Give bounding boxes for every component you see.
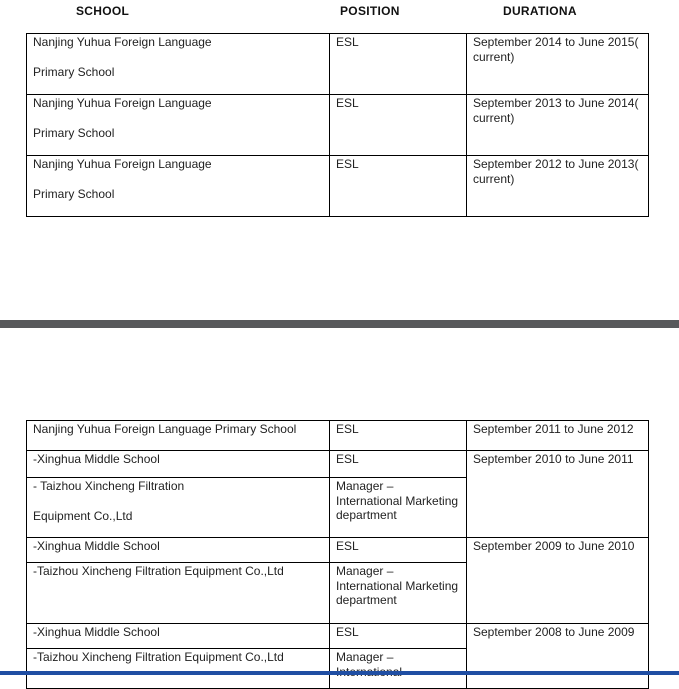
position-cell: ESL — [330, 624, 467, 649]
table-row — [27, 34, 649, 95]
duration-cell: September 2011 to June 2012 — [467, 421, 649, 451]
school-name: Nanjing Yuhua Foreign Language — [33, 35, 212, 49]
duration-cell: September 2008 to June 2009 — [467, 624, 649, 689]
table-row — [27, 421, 649, 451]
duration-cell: September 2010 to June 2011 — [467, 451, 649, 538]
header-school: SCHOOL — [76, 4, 130, 18]
school-cell: -Taizhou Xincheng Filtration Equipment Co.,Ltd — [27, 649, 330, 689]
table-row — [27, 451, 649, 478]
position-cell: ESL — [330, 421, 467, 451]
table-row — [27, 156, 649, 217]
school-cell: -Taizhou Xincheng Filtration Equipment Co.,Ltd — [27, 563, 330, 624]
page-bottom-bar — [0, 671, 679, 675]
school-name-continued: Primary School — [33, 64, 115, 79]
position-cell: Manager – International Marketing department — [330, 478, 467, 538]
employment-table-top — [26, 33, 649, 217]
school-cell — [27, 478, 330, 538]
duration-cell: September 2009 to June 2010 — [467, 538, 649, 624]
table-row — [27, 624, 649, 649]
school-name-continued: Equipment Co.,Ltd — [33, 508, 133, 523]
position-cell: ESL — [330, 95, 467, 156]
employment-table-bottom — [26, 420, 649, 689]
position-cell: ESL — [330, 34, 467, 95]
position-cell: Manager – — [330, 649, 467, 689]
position-cell: Manager – International Marketing department — [330, 563, 467, 624]
school-cell: -Xinghua Middle School — [27, 538, 330, 563]
school-cell: -Xinghua Middle School — [27, 624, 330, 649]
school-cell — [27, 34, 330, 95]
school-cell: Nanjing Yuhua Foreign Language Primary School — [27, 421, 330, 451]
school-name: Nanjing Yuhua Foreign Language — [33, 96, 212, 110]
school-cell — [27, 156, 330, 217]
duration-cell: September 2014 to June 2015( current) — [467, 34, 649, 95]
table-row — [27, 95, 649, 156]
school-name-continued: Primary School — [33, 186, 115, 201]
school-name-continued: Primary School — [33, 125, 115, 140]
duration-cell: September 2013 to June 2014( current) — [467, 95, 649, 156]
school-name: Nanjing Yuhua Foreign Language — [33, 157, 212, 171]
duration-cell: September 2012 to June 2013( current) — [467, 156, 649, 217]
page-divider — [0, 320, 679, 328]
position-cell: ESL — [330, 156, 467, 217]
position-cell: ESL — [330, 451, 467, 478]
header-duration: DURATIONA — [503, 4, 577, 18]
position-cell: ESL — [330, 538, 467, 563]
table-row — [27, 538, 649, 563]
school-name: - Taizhou Xincheng Filtration — [33, 479, 185, 493]
school-cell: -Xinghua Middle School — [27, 451, 330, 478]
school-cell — [27, 95, 330, 156]
header-position: POSITION — [340, 4, 400, 18]
